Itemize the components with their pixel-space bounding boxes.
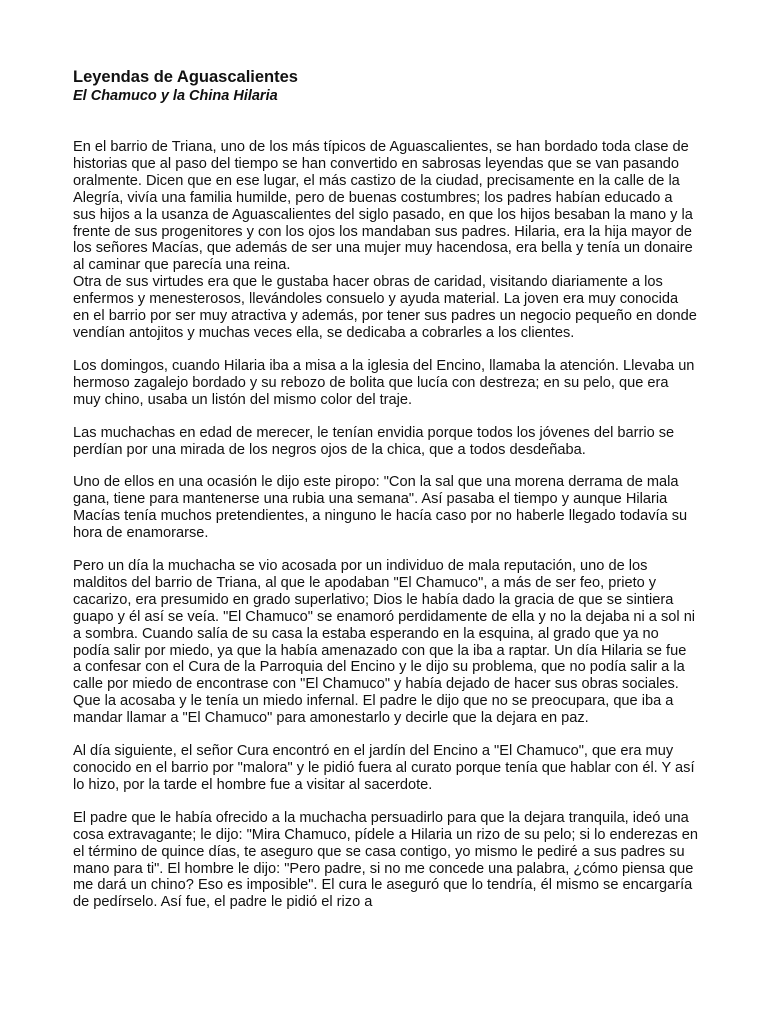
paragraph-2: Otra de sus virtudes era que le gustaba hacer obras de caridad, visitando diariamente a los enfermos y menesterosos, llevándoles consuelo y ayuda material. La joven era muy conocida en el barrio por ser muy atractiva y además, por tener sus padres un negocio pequeño en donde vendían antojitos y muchas veces ella, se dedicaba a cobrarles a los clientes. — [73, 274, 697, 341]
paragraph-6: Pero un día la muchacha se vio acosada por un individuo de mala reputación, uno de los malditos del barrio de Triana, al que le apodaban "El Chamuco", a más de ser feo, prieto y cacarizo, era presumido en grado superlativo; Dios le había dado la gracia de que se sintiera guapo y él así se veía. "El Chamuco" se enamoró perdidamente de ella y no la dejaba ni a sol ni a sombra. Cuando salía de su casa la estaba esperando en la esquina, al grado que ya no podía salir por miedo, ya que la había amenazado con que la iba a raptar. Un día Hilaria se fue a confesar con el Cura de la Parroquia del Encino y le dijo su problema, que no podía salir a la calle por miedo de encontrase con "El Chamuco" y había dejado de hacer sus obras sociales. Que la acosaba y le tenía un miedo infernal. El padre le dijo que no se preocupara, que iba a mandar llamar a "El Chamuco" para amonestarlo y decirle que la dejara en paz. — [73, 558, 696, 727]
paragraph-3: Los domingos, cuando Hilaria iba a misa a la iglesia del Encino, llamaba la atención. Llevaba un hermoso zagalejo bordado y su rebozo de bolita que lucía con destreza; en su pelo, que era muy chino, usaba un listón del mismo color del traje. — [73, 357, 695, 408]
paragraph-8: El padre que le había ofrecido a la muchacha persuadirlo para que la dejara tranquila, ideó una cosa extravagante; le dijo: "Mira Chamuco, pídele a Hilaria un rizo de su pelo; si lo enderezas en el término de quince días, te aseguro que se casa contigo, yo mismo le pediré a sus padres su mano para ti". El hombre le dijo: "Pero padre, si no me concede una palabra, ¿cómo piensa que me dará un chino? Eso es imposible". El cura le aseguró que lo tendría, él mismo se encargaría de pedírselo. Así fue, el padre le pidió el rizo a — [73, 809, 698, 911]
document-title: Leyendas de Aguascalientes — [73, 68, 298, 86]
paragraph-5: Uno de ellos en una ocasión le dijo este piropo: "Con la sal que una morena derrama de mala gana, tiene para mantenerse una rubia una semana". Así pasaba el tiempo y aunque Hilaria Macías tenía muchos pretendientes, a ninguno le hacía caso por no haberle llegado todavía su hora de enamorarse. — [73, 474, 688, 542]
document-subtitle: El Chamuco y la China Hilaria — [73, 88, 278, 104]
paragraph-4: Las muchachas en edad de merecer, le tenían envidia porque todos los jóvenes del barrio se perdían por una mirada de los negros ojos de la chica, que a todos desdeñaba. — [73, 424, 675, 458]
paragraph-1: En el barrio de Triana, uno de los más típicos de Aguascalientes, se han bordado toda clase de historias que al paso del tiempo se han convertido en sabrosas leyendas que se van pasando oralmente. Dicen que en ese lugar, el más castizo de la ciudad, precisamente en la calle de la Alegría, vivía una familia humilde, pero de buenas costumbres; los padres habían educado a sus hijos a la usanza de Aguascalientes del siglo pasado, en que los hijos besaban la mano y la frente de sus progenitores y con los ojos los mandaban sus padres. Hilaria, era la hija mayor de los señores Macías, que además de ser una mujer muy hacendosa, era bella y tenía un donaire al caminar que parecía una reina. — [73, 139, 693, 274]
document-page — [73, 68, 698, 927]
paragraph-7: Al día siguiente, el señor Cura encontró en el jardín del Encino a "El Chamuco", que era muy conocido en el barrio por "malora" y le pidió fuera al curato porque tenía que hablar con él. Y así lo hizo, por la tarde el hombre fue a visitar al sacerdote. — [73, 743, 695, 793]
